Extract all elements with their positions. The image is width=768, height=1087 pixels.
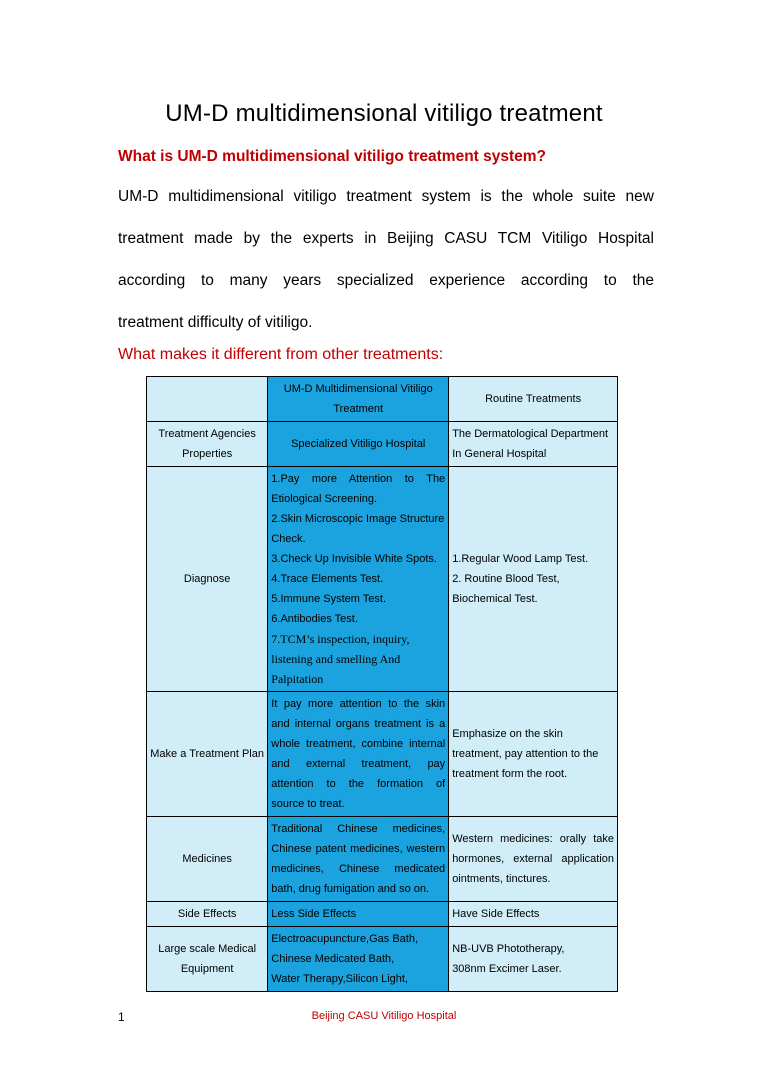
intro-line: treatment made by the experts in Beijing CASU TCM Vitiligo Hospital — [118, 230, 654, 247]
cell-line: whole treatment, combine internal — [271, 738, 446, 750]
cell-line: Biochemical Test. — [452, 593, 538, 605]
routine-medicines-cell — [449, 817, 618, 902]
intro-line: treatment difficulty of vitiligo. — [118, 314, 313, 331]
intro-paragraph — [118, 176, 654, 344]
intro-line: according to many years specialized experience according to the — [118, 272, 654, 289]
header-umd-cell: UM-D Multidimensional Vitiligo Treatment — [268, 377, 449, 422]
cell-line: Water Therapy,Silicon Light, — [271, 973, 409, 985]
cell-line: Emphasize on the skin — [452, 728, 563, 740]
cell-line: listening and smelling And — [271, 652, 401, 666]
intro-line: UM-D multidimensional vitiligo treatment system is the whole suite new — [118, 188, 654, 205]
row-label-equipment: Large scale Medical Equipment — [147, 927, 268, 992]
cell-line: 5.Immune System Test. — [271, 593, 387, 605]
cell-line: 6.Antibodies Test. — [271, 613, 358, 625]
umd-side-effects-cell: Less Side Effects — [268, 902, 449, 927]
row-label-diagnose: Diagnose — [147, 467, 268, 692]
cell-line: source to treat. — [271, 798, 345, 810]
cell-line: hormones, external application — [452, 853, 614, 865]
page-number: 1 — [118, 1010, 125, 1024]
cell-line: 1.Regular Wood Lamp Test. — [452, 553, 589, 565]
cell-line: Chinese Medicated Bath, — [271, 953, 395, 965]
table-row — [147, 422, 618, 467]
umd-diagnose-cell — [268, 467, 449, 692]
cell-line: 308nm Excimer Laser. — [452, 963, 562, 975]
cell-line: Etiological Screening. — [271, 493, 378, 505]
routine-agencies-cell: The Dermatological Department In General Hospital — [449, 422, 618, 467]
cell-line: Chinese patent medicines, western — [271, 843, 446, 855]
cell-line: and external treatment, pay — [271, 758, 446, 770]
cell-line: 4.Trace Elements Test. — [271, 573, 384, 585]
cell-line: 2.Skin Microscopic Image Structure — [271, 513, 445, 525]
footer-hospital-name: Beijing CASU Vitiligo Hospital — [311, 1010, 457, 1022]
row-label-medicines: Medicines — [147, 817, 268, 902]
cell-line: ointments, tinctures. — [452, 873, 551, 885]
difference-heading: What makes it different from other treatments: — [118, 346, 444, 363]
routine-equipment-cell — [449, 927, 618, 992]
umd-equipment-cell — [268, 927, 449, 992]
cell-line: and internal organs treatment is a — [271, 718, 446, 730]
table-header-row — [147, 377, 618, 422]
header-blank-cell — [147, 377, 268, 422]
umd-plan-cell — [268, 692, 449, 817]
table-row — [147, 692, 618, 817]
page-title: UM-D multidimensional vitiligo treatment — [165, 100, 603, 127]
table-row — [147, 902, 618, 927]
question-heading: What is UM-D multidimensional vitiligo treatment system? — [118, 148, 547, 165]
row-label-agencies: Treatment Agencies Properties — [147, 422, 268, 467]
cell-line: 3.Check Up Invisible White Spots. — [271, 553, 437, 565]
cell-line: NB-UVB Phototherapy, — [452, 943, 565, 955]
cell-line: Western medicines: orally take — [452, 833, 614, 845]
table-row — [147, 467, 618, 692]
row-label-plan: Make a Treatment Plan — [147, 692, 268, 817]
cell-line: medicines, Chinese medicated — [271, 863, 446, 875]
cell-line: 2. Routine Blood Test, — [452, 573, 560, 585]
routine-diagnose-cell — [449, 467, 618, 692]
cell-line: Check. — [271, 533, 306, 545]
umd-medicines-cell — [268, 817, 449, 902]
umd-agencies-cell: Specialized Vitiligo Hospital — [268, 422, 449, 467]
comparison-table — [146, 376, 618, 992]
cell-line: 7.TCM’s inspection, inquiry, — [271, 632, 410, 646]
row-label-side-effects: Side Effects — [147, 902, 268, 927]
cell-line: treatment, pay attention to the — [452, 748, 599, 760]
cell-line: bath, drug fumigation and so on. — [271, 883, 430, 895]
routine-side-effects-cell: Have Side Effects — [449, 902, 618, 927]
table-row — [147, 927, 618, 992]
cell-line: Traditional Chinese medicines, — [271, 823, 446, 835]
cell-line: Palpitation — [271, 672, 324, 686]
table-row — [147, 817, 618, 902]
cell-line: Electroacupuncture,Gas Bath, — [271, 933, 419, 945]
cell-line: treatment form the root. — [452, 768, 568, 780]
cell-line: It pay more attention to the skin — [271, 698, 446, 710]
header-routine-cell: Routine Treatments — [449, 377, 618, 422]
cell-line: attention to the formation of — [271, 778, 446, 790]
routine-plan-cell — [449, 692, 618, 817]
cell-line: 1.Pay more Attention to The — [271, 473, 446, 485]
